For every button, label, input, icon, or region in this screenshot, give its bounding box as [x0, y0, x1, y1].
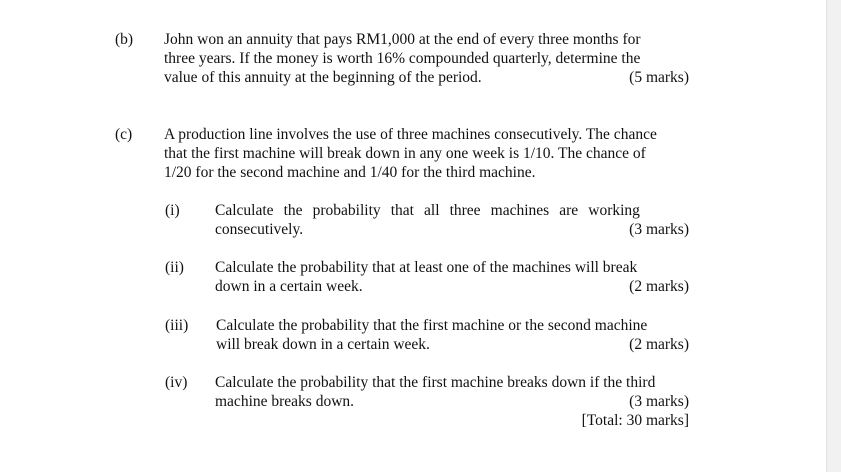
part-iv-line-2: machine breaks down.	[215, 393, 355, 410]
part-ii-text	[215, 258, 689, 296]
question-b-last-line	[164, 68, 689, 87]
part-iii-line-1: Calculate the probability that the first machine or the second machine	[216, 317, 648, 334]
part-iv-line-1: Calculate the probability that the first machine breaks down if the third	[215, 374, 656, 391]
part-iv-label: (iv)	[165, 374, 188, 391]
part-ii-last-line	[215, 277, 689, 296]
part-iii-line-2: will break down in a certain week.	[216, 336, 430, 353]
part-ii-line-2: down in a certain week.	[215, 278, 363, 295]
part-iii-label: (iii)	[165, 317, 189, 334]
question-b-marks: (5 marks)	[629, 69, 689, 86]
part-i-line-2: consecutively.	[215, 221, 304, 238]
question-b-line-1: John won an annuity that pays RM1,000 at the end of every three months for	[164, 31, 641, 48]
question-b-line-2: three years. If the money is worth 16% compounded quarterly, determine the	[164, 50, 641, 67]
vertical-scrollbar[interactable]	[826, 0, 841, 472]
part-iii-last-line	[216, 335, 689, 354]
part-i-line-1: Calculate the probability that all three machines are working	[215, 202, 640, 219]
part-iv-last-line	[215, 392, 689, 411]
part-i-last-line	[215, 220, 689, 239]
question-c-line-2: that the first machine will break down in any one week is 1/10. The chance of	[164, 145, 646, 162]
part-i-marks: (3 marks)	[629, 221, 689, 238]
question-c-line-3: 1/20 for the second machine and 1/40 for the third machine.	[164, 164, 536, 181]
question-b-text	[164, 30, 689, 87]
question-c-label: (c)	[115, 126, 133, 143]
part-iii-text	[216, 316, 689, 354]
question-c-text	[164, 125, 689, 182]
part-ii-label: (ii)	[165, 259, 184, 276]
part-i-label: (i)	[165, 202, 180, 219]
question-b-line-3: value of this annuity at the beginning of the period.	[164, 69, 482, 86]
part-i-text	[215, 201, 689, 239]
question-c-line-1: A production line involves the use of three machines consecutively. The chance	[164, 126, 657, 143]
total-marks: [Total: 30 marks]	[581, 412, 689, 429]
part-iii-marks: (2 marks)	[629, 336, 689, 353]
part-ii-line-1: Calculate the probability that at least one of the machines will break	[215, 259, 638, 276]
part-iv-text	[215, 373, 689, 430]
part-ii-marks: (2 marks)	[629, 278, 689, 295]
question-b-label: (b)	[115, 31, 134, 48]
part-iv-marks: (3 marks)	[629, 393, 689, 410]
